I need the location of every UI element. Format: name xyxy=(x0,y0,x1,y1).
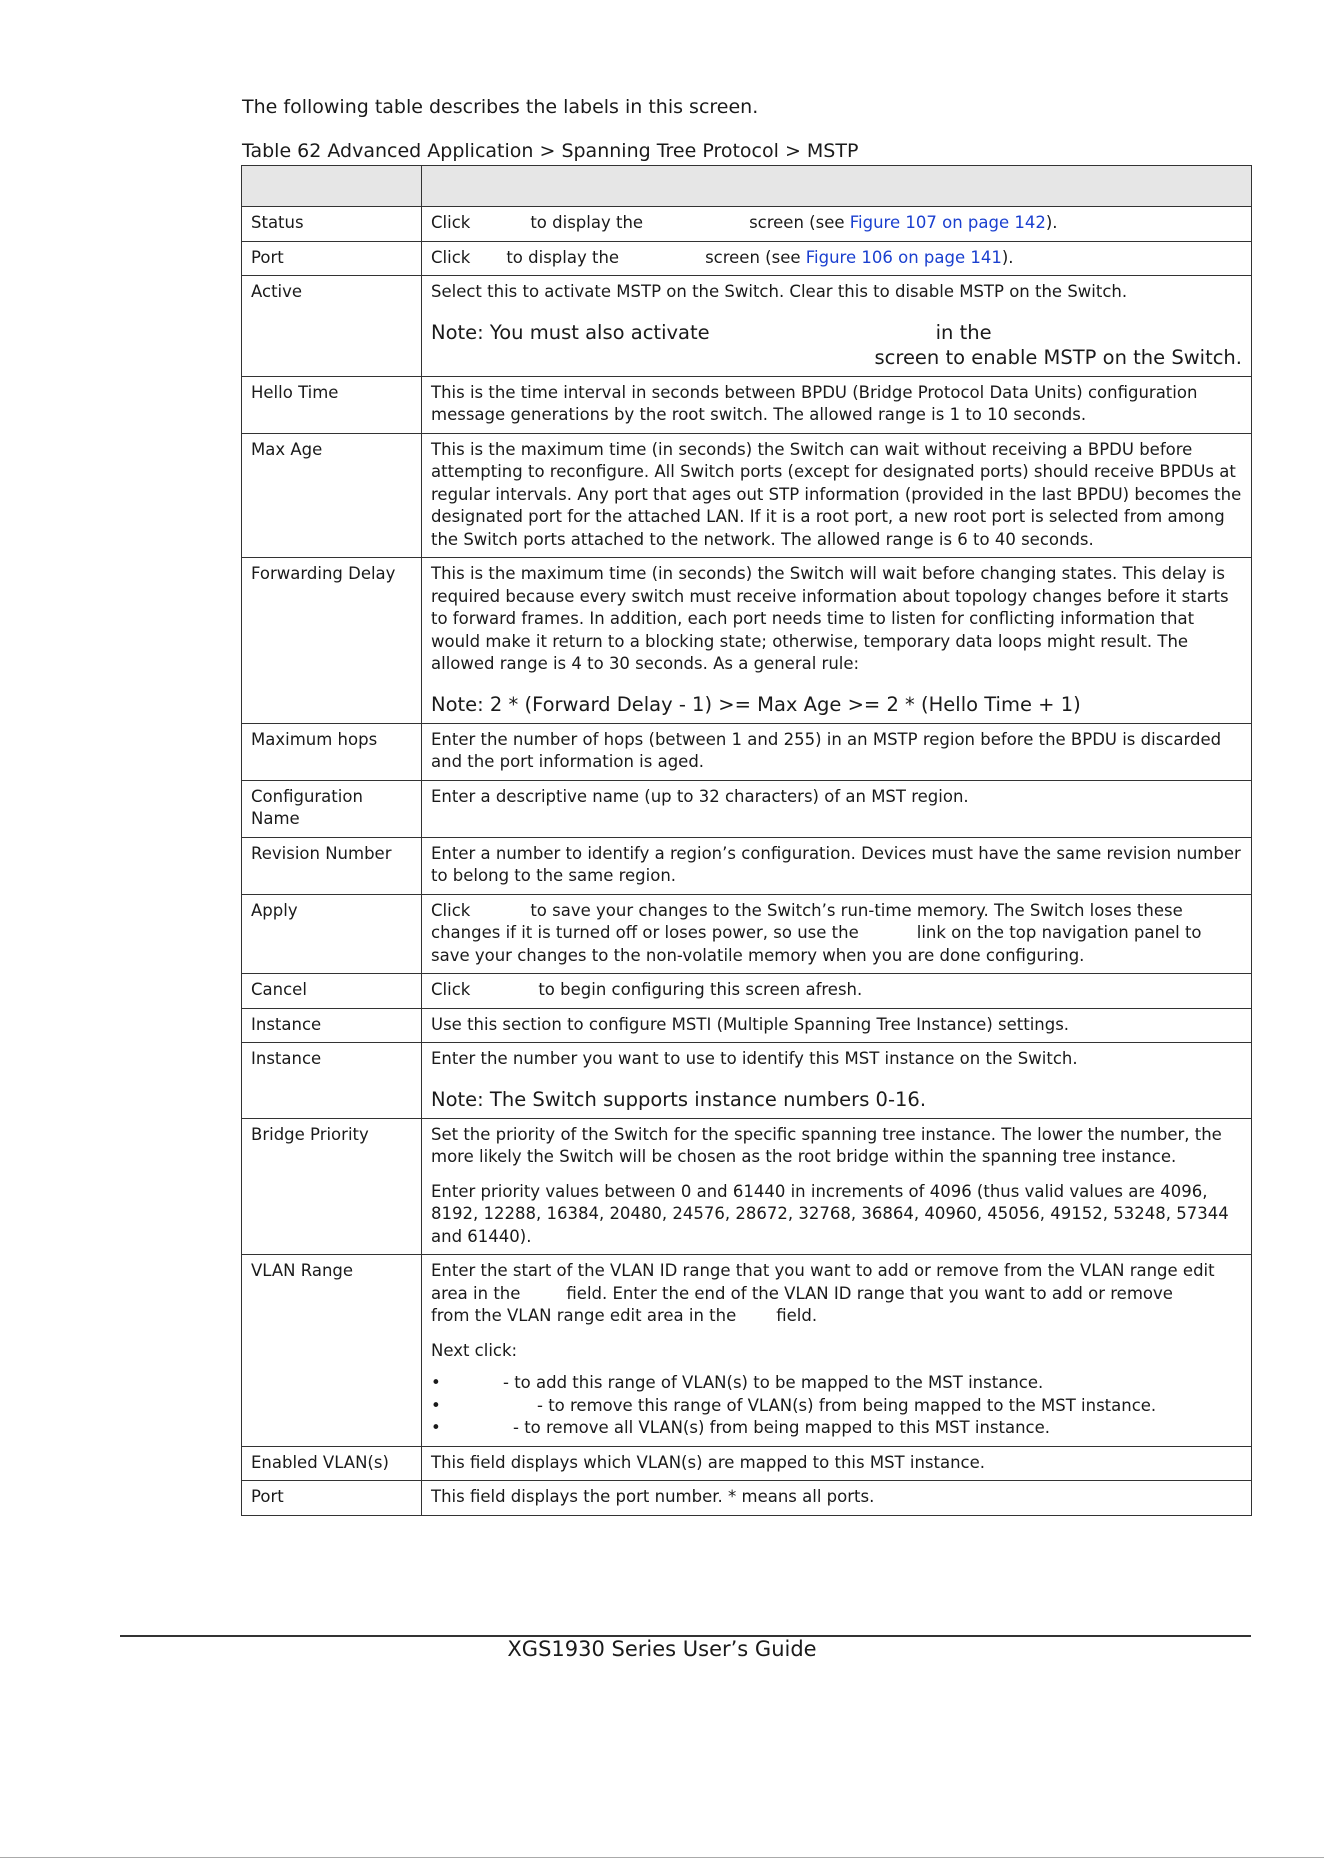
table-row xyxy=(242,837,1252,894)
row-label: Port xyxy=(242,1481,422,1516)
row-label: Max Age xyxy=(242,433,422,558)
intro-text: The following table describes the labels in this screen. xyxy=(242,96,759,118)
row-description: This field displays the port number. * means all ports. xyxy=(422,1481,1252,1516)
table-row xyxy=(242,376,1252,433)
list-item: • - to remove this range of VLAN(s) from being mapped to the MST instance. xyxy=(431,1395,1157,1415)
row-description: Enter the start of the VLAN ID range that you want to add or remove from the VLAN range edit area in the field. Enter the end of the VLAN ID range that you want to add or remove from the VLAN range edit area in the field. Next click: • - to add this range of VLAN(s) to be mapped to the MST instance. • - to remove this range of VLAN(s) from being mapped to the MST instance. • - to remove all VLAN(s) from being mapped to this MST instance. xyxy=(422,1255,1252,1447)
row-label: Forwarding Delay xyxy=(242,558,422,724)
list-item: • - to remove all VLAN(s) from being mapped to this MST instance. xyxy=(431,1418,1051,1437)
table-row xyxy=(242,1043,1252,1119)
list-item: • - to add this range of VLAN(s) to be mapped to the MST instance. xyxy=(431,1373,1044,1392)
row-label: Maximum hops xyxy=(242,723,422,780)
table-header-row xyxy=(242,166,1252,207)
row-description: Set the priority of the Switch for the specific spanning tree instance. The lower the number, the more likely the Switch will be chosen as the root bridge within the spanning tree instance. Enter priority values between 0 and 61440 in increments of 4096 (thus valid values are 4096, 8192, 12288, 16384, 20480, 24576, 28672, 32768, 36864, 40960, 45056, 49152, 53248, 57344 and 61440). xyxy=(422,1118,1252,1255)
table-row xyxy=(242,1255,1252,1447)
row-description: Use this section to configure MSTI (Multiple Spanning Tree Instance) settings. xyxy=(422,1008,1252,1043)
row-description: This is the maximum time (in seconds) the Switch will wait before changing states. This delay is required because every switch must receive information about topology changes before it starts to forward frames. In addition, each port needs time to listen for conflicting information that would make it return to a blocking state; otherwise, temporary data loops might result. The allowed range is 4 to 30 seconds. As a general rule: Note: 2 * (Forward Delay - 1) >= Max Age >= 2 * (Hello Time + 1) xyxy=(422,558,1252,724)
table-row xyxy=(242,1118,1252,1255)
row-label: Revision Number xyxy=(242,837,422,894)
note: Note: You must also activate in the xyxy=(431,320,992,344)
table-row xyxy=(242,894,1252,974)
row-description: Click to display the screen (see Figure 106 on page 141). xyxy=(422,241,1252,276)
row-description: Click to display the screen (see Figure 107 on page 142). xyxy=(422,207,1252,242)
figure-link[interactable]: Figure 107 on page 142 xyxy=(849,213,1046,232)
row-label: Hello Time xyxy=(242,376,422,433)
note: Note: The Switch supports instance numbers 0-16. xyxy=(431,1087,927,1111)
row-description: Enter a number to identify a region’s configuration. Devices must have the same revision number to belong to the same region. xyxy=(422,837,1252,894)
table-row xyxy=(242,723,1252,780)
figure-link[interactable]: Figure 106 on page 141 xyxy=(805,247,1002,267)
row-description: Enter the number of hops (between 1 and 255) in an MSTP region before the BPDU is discarded and the port information is aged. xyxy=(422,723,1252,780)
row-label: Enabled VLAN(s) xyxy=(242,1446,422,1481)
row-description: This is the maximum time (in seconds) the Switch can wait without receiving a BPDU before attempting to reconfigure. All Switch ports (except for designated ports) should receive BPDUs at regular intervals. Any port that ages out STP information (provided in the last BPDU) becomes the designated port for the attached LAN. If it is a root port, a new root port is selected from among the Switch ports attached to the network. The allowed range is 6 to 40 seconds. xyxy=(422,433,1252,558)
row-label: Status xyxy=(242,207,422,242)
row-label: Instance xyxy=(242,1043,422,1119)
row-description: Enter a descriptive name (up to 32 characters) of an MST region. xyxy=(422,780,1252,837)
row-label: Configuration Name xyxy=(242,780,422,837)
row-label: Cancel xyxy=(242,974,422,1009)
header-label xyxy=(242,166,422,207)
row-label: Apply xyxy=(242,894,422,974)
table-row xyxy=(242,1008,1252,1043)
row-label: Instance xyxy=(242,1008,422,1043)
row-description: Click to save your changes to the Switch’s run-time memory. The Switch loses these changes if it is turned off or loses power, so use the link on the top navigation panel to save your changes to the non-volatile memory when you are done configuring. xyxy=(422,894,1252,974)
table-row xyxy=(242,241,1252,276)
row-label: Bridge Priority xyxy=(242,1118,422,1255)
note: Note: 2 * (Forward Delay - 1) >= Max Age >= 2 * (Hello Time + 1) xyxy=(431,692,1081,716)
mstp-labels-table xyxy=(241,165,1251,1516)
table-row xyxy=(242,780,1252,837)
table-row xyxy=(242,974,1252,1009)
row-description: Select this to activate MSTP on the Switch. Clear this to disable MSTP on the Switch. Note: You must also activate in the screen to enable MSTP on the Switch. xyxy=(422,276,1252,377)
row-label: Port xyxy=(242,241,422,276)
row-description: This is the time interval in seconds between BPDU (Bridge Protocol Data Units) configuration message generations by the root switch. The allowed range is 1 to 10 seconds. xyxy=(422,376,1252,433)
table-row xyxy=(242,433,1252,558)
action-list xyxy=(431,1372,1242,1440)
note-continued: screen to enable MSTP on the Switch. xyxy=(874,345,1242,369)
page-edge-divider xyxy=(0,1857,1324,1858)
table-row xyxy=(242,207,1252,242)
row-description: Click to begin configuring this screen afresh. xyxy=(422,974,1252,1009)
row-label: VLAN Range xyxy=(242,1255,422,1447)
row-label: Active xyxy=(242,276,422,377)
table-row xyxy=(242,558,1252,724)
table-row xyxy=(242,1446,1252,1481)
table-caption: Table 62 Advanced Application > Spanning Tree Protocol > MSTP xyxy=(242,140,859,162)
row-description: Enter the number you want to use to identify this MST instance on the Switch. Note: The Switch supports instance numbers 0-16. xyxy=(422,1043,1252,1119)
page-footer: XGS1930 Series User’s Guide xyxy=(507,1637,817,1661)
table-row xyxy=(242,1481,1252,1516)
row-description: This field displays which VLAN(s) are mapped to this MST instance. xyxy=(422,1446,1252,1481)
table-row xyxy=(242,276,1252,377)
header-description xyxy=(422,166,1252,207)
